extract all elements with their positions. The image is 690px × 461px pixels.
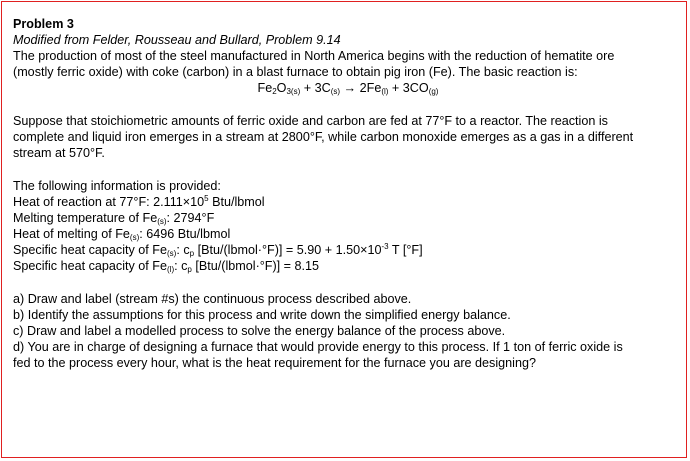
heat-of-melting: Heat of melting of $Fe_{(s)}$: 6496 Btu/lbmol xyxy=(13,227,231,242)
info-heading: The following information is provided: xyxy=(13,179,221,193)
cp-liquid-iron: Specific heat capacity of $Fe_{(l)}$: $c_p$ [Btu/(lbmol·°F)] = 8.15 xyxy=(13,259,320,274)
question-a: a) Draw and label (stream #s) the continuous process described above. xyxy=(13,292,412,306)
heat-of-reaction: Heat of reaction at 77°F: $2.111\times 10^5$ Btu/lbmol xyxy=(13,194,265,209)
question-d-line-2: fed to the process every hour, what is the heat requirement for the furnace you are designing? xyxy=(13,356,536,370)
melting-temperature: Melting temperature of $Fe_{(s)}$: 2794°F xyxy=(13,211,215,226)
intro-line-1: The production of most of the steel manufactured in North America begins with the reduction of hematite ore xyxy=(13,49,615,63)
problem-source: Modified from Felder, Rousseau and Bullard, Problem 9.14 xyxy=(13,33,341,47)
cp-solid-iron: Specific heat capacity of $Fe_{(s)}$: $c_p$ [Btu/(lbmol·°F)] = $5.90 + 1.50\times 10^{-3}$ T [°F] xyxy=(13,242,423,258)
question-b: b) Identify the assumptions for this process and write down the simplified energy balance. xyxy=(13,308,511,322)
problem-title: Problem 3 xyxy=(13,17,74,31)
conditions-line-2: complete and liquid iron emerges in a stream at 2800°F, while carbon monoxide emerges as a gas in a different xyxy=(13,130,634,144)
conditions-line-3: stream at 570°F. xyxy=(13,146,105,160)
question-d-line-1: d) You are in charge of designing a furnace that would provide energy to this process. If 1 ton of ferric oxide is xyxy=(13,340,623,354)
problem-document xyxy=(13,16,683,371)
conditions-line-1: Suppose that stoichiometric amounts of ferric oxide and carbon are fed at 77°F to a reactor. The reaction is xyxy=(13,114,608,128)
question-c: c) Draw and label a modelled process to solve the energy balance of the process above. xyxy=(13,324,506,338)
intro-line-2: (mostly ferric oxide) with coke (carbon) in a blast furnace to obtain pig iron (Fe). The basic reaction is: xyxy=(13,65,578,79)
reaction-equation: $Fe_2O_{3(s)} + 3C_{(s)} \to 2Fe_{(l)} + 3CO_{(g)}$ xyxy=(257,81,439,96)
